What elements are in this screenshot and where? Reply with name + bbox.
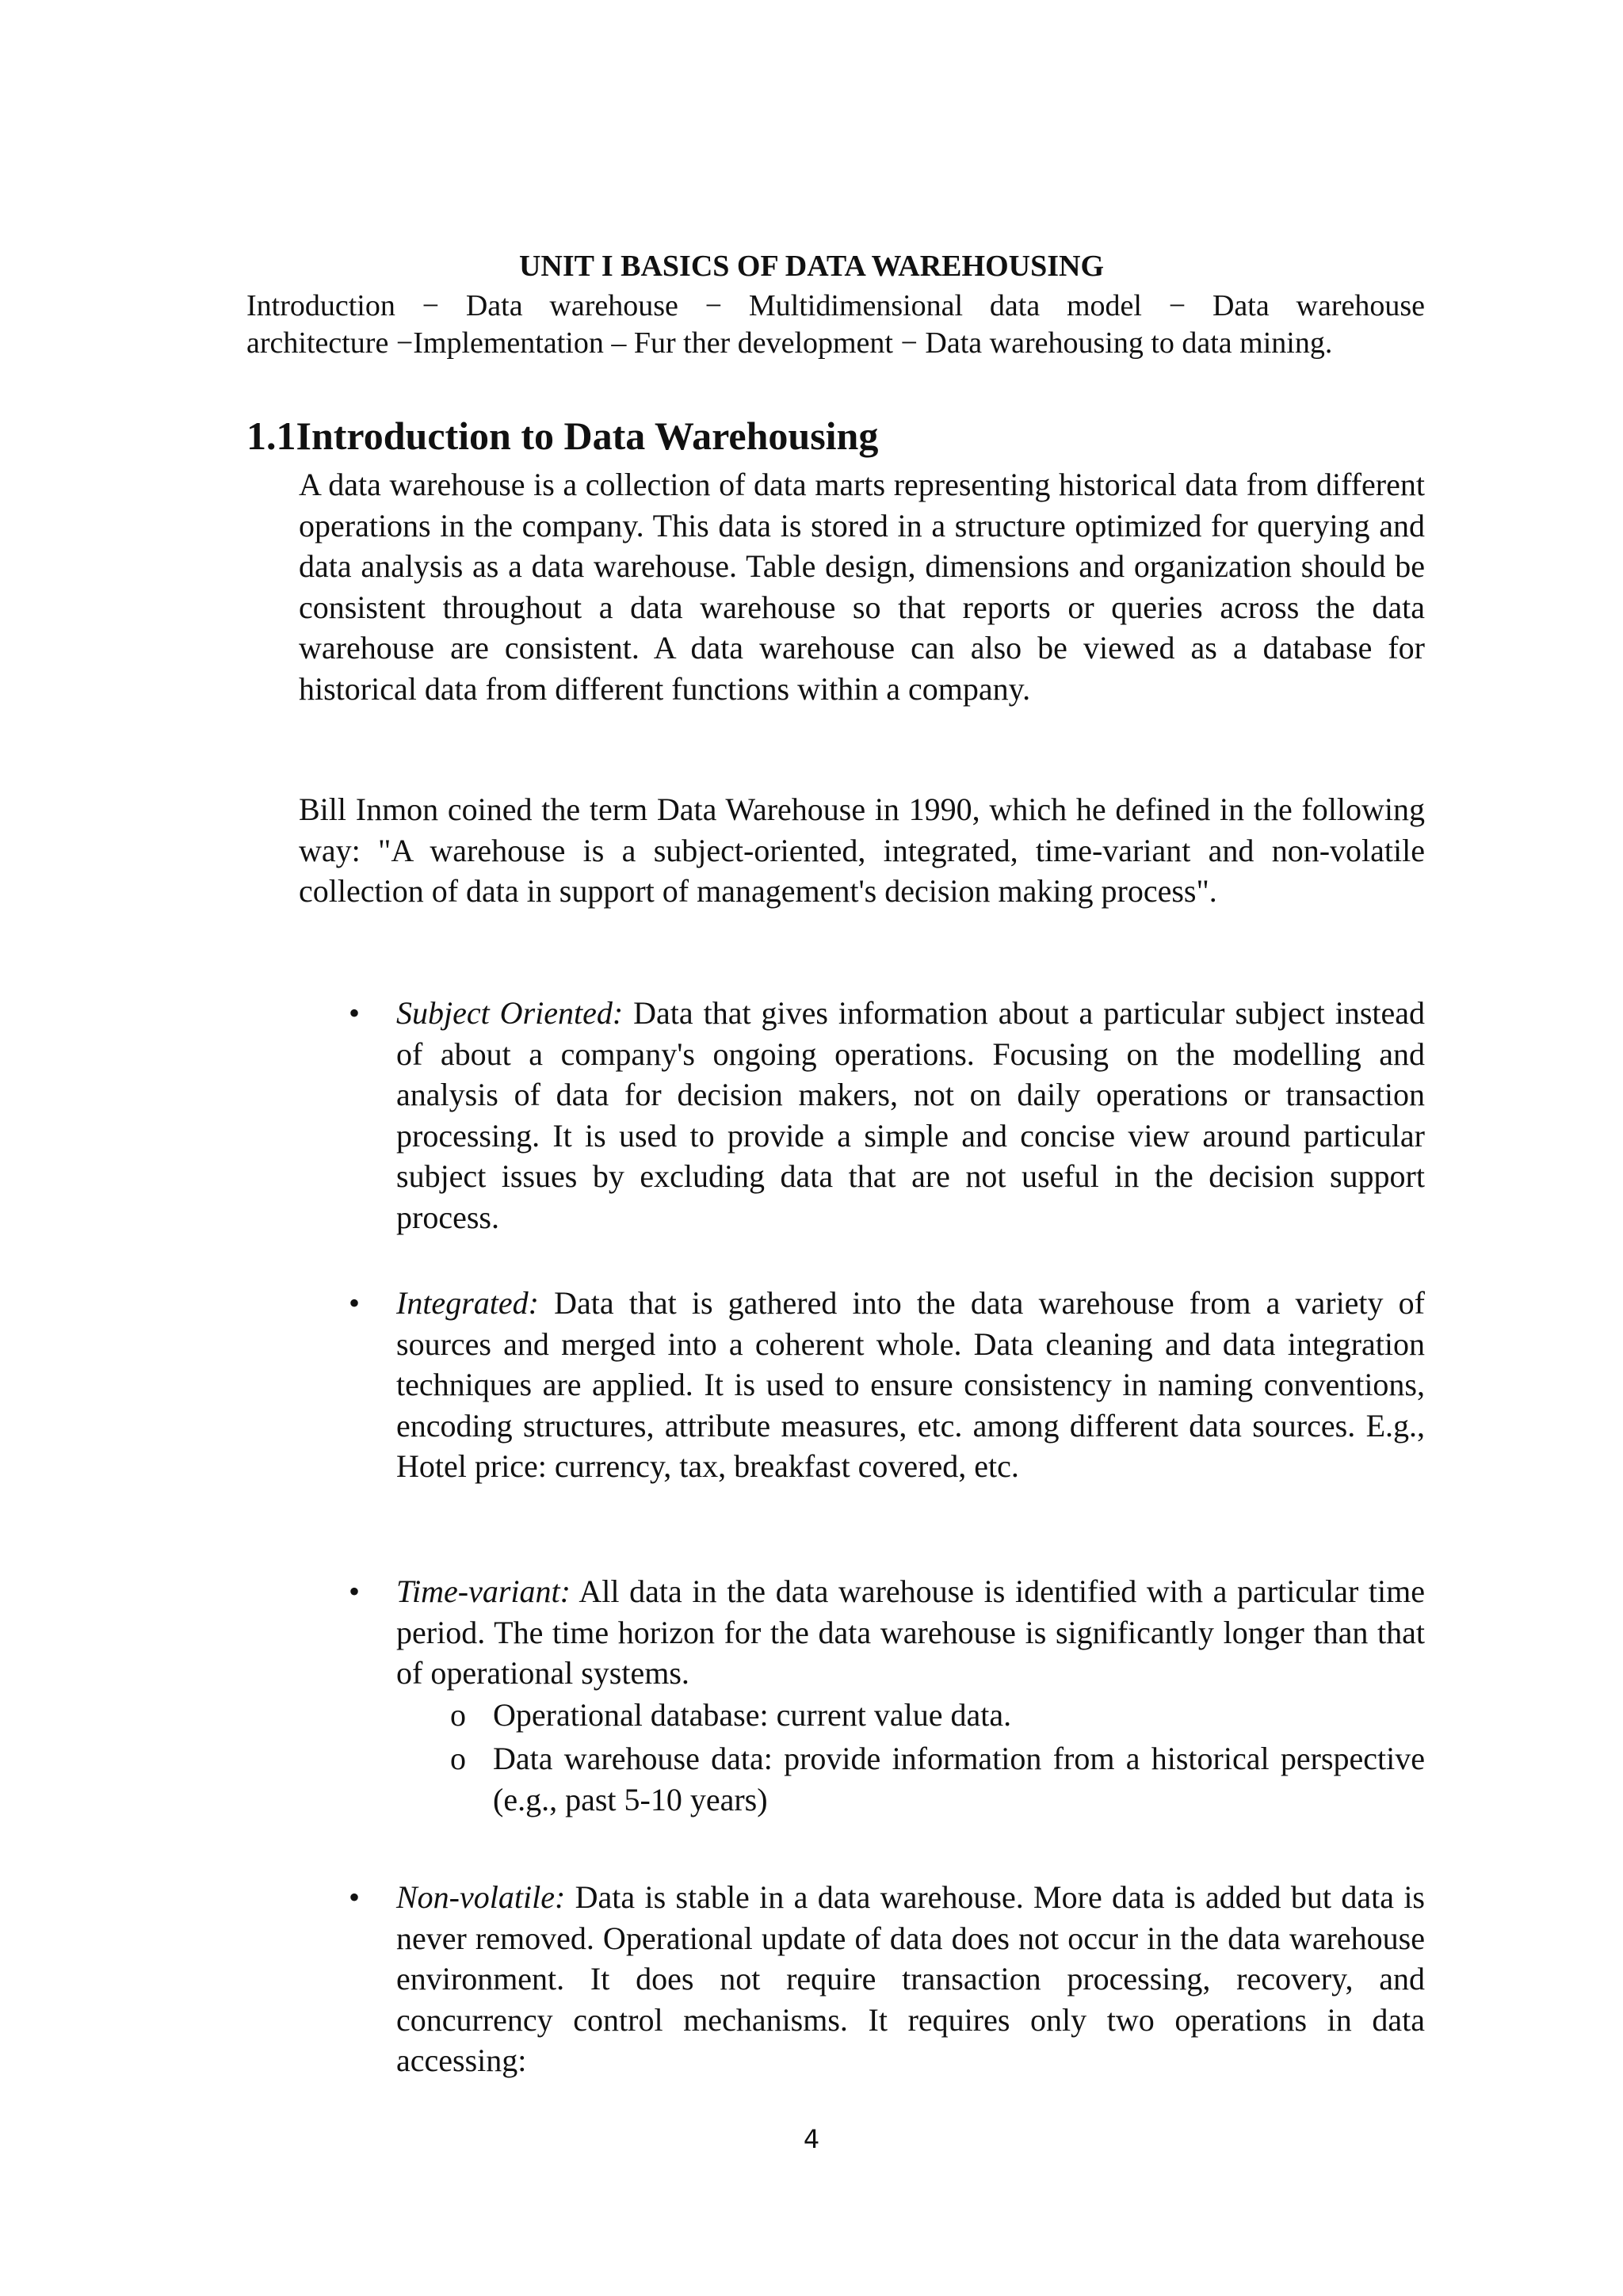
sub-bullet-text: Operational database: current value data. — [493, 1697, 1012, 1733]
bullet-term: Time-variant: — [396, 1573, 571, 1609]
sub-bullet-data-warehouse-data — [450, 1738, 1425, 1820]
section-heading: 1.1Introduction to Data Warehousing — [246, 414, 879, 458]
sub-bullet-symbol: o — [450, 1741, 466, 1776]
bullet-text: All data in the data warehouse is identified with a particular time period. The time horizon for the data warehouse is significantly longer than that of operational systems. — [396, 1573, 1425, 1691]
bullet-subject-oriented — [349, 993, 1426, 1238]
bullet-term: Subject Oriented: — [396, 995, 624, 1031]
bullet-text: Data that is gathered into the data warehouse from a variety of sources and merged into a coherent whole. Data cleaning and data integration techniques are applied. It is used to ensure consistency in naming conventions, encoding structures, attribute measures, etc. among different data sources. E.g., Hotel price: currency, tax, breakfast covered, etc. — [396, 1285, 1425, 1484]
sub-bullet-text: Data warehouse data: provide information from a historical perspective (e.g., past 5-10 years) — [493, 1741, 1425, 1817]
bullet-symbol: • — [349, 1879, 361, 1915]
unit-title: UNIT I BASICS OF DATA WAREHOUSING — [518, 250, 1104, 283]
bullet-symbol: • — [349, 1573, 361, 1609]
bullet-symbol: • — [349, 995, 361, 1031]
bullet-term: Integrated: — [396, 1285, 539, 1321]
sub-bullet-symbol: o — [450, 1697, 466, 1733]
bullet-term: Non-volatile: — [396, 1879, 566, 1915]
syllabus-line-2: architecture −Implementation – Fur ther development − Data warehousing to data mining. — [246, 326, 1333, 360]
syllabus-line-1: Introduction − Data warehouse − Multidimensional data model − Data warehouse — [246, 289, 1425, 322]
paragraph-inmon-quote: Bill Inmon coined the term Data Warehouse in 1990, which he defined in the following way: "A warehouse is a subject-oriented, integrated, time-variant and non-volatile collection of data in support of management's decision making process". — [299, 791, 1425, 909]
bullet-text: Data that gives information about a particular subject instead of about a company's ongoing operations. Focusing on the modelling and analysis of data for decision makers, not on daily operations or transaction processing. It is used to provide a simple and concise view around particular subject issues by excluding data that are not useful in the decision support process. — [396, 995, 1426, 1235]
bullet-time-variant — [349, 1571, 1425, 1694]
page-number: 4 — [803, 2124, 820, 2154]
sub-bullet-operational-database — [450, 1695, 1425, 1736]
paragraph-definition: A data warehouse is a collection of data marts representing historical data from different operations in the company. This data is stored in a structure optimized for querying and data analysis as a data warehouse. Table design, dimensions and organization should be consistent throughout a data warehouse so that reports or queries across the data warehouse are consistent. A data warehouse can also be viewed as a database for historical data from different functions within a company. — [299, 467, 1425, 707]
bullet-symbol: • — [349, 1285, 361, 1321]
bullet-text: Data is stable in a data warehouse. More data is added but data is never removed. Operational update of data does not occur in the data warehouse environment. It does not require transaction processing, recovery, and concurrency control mechanisms. It requires only two operations in data accessing: — [396, 1879, 1425, 2078]
bullet-non-volatile — [349, 1877, 1425, 2081]
bullet-integrated — [349, 1283, 1425, 1487]
